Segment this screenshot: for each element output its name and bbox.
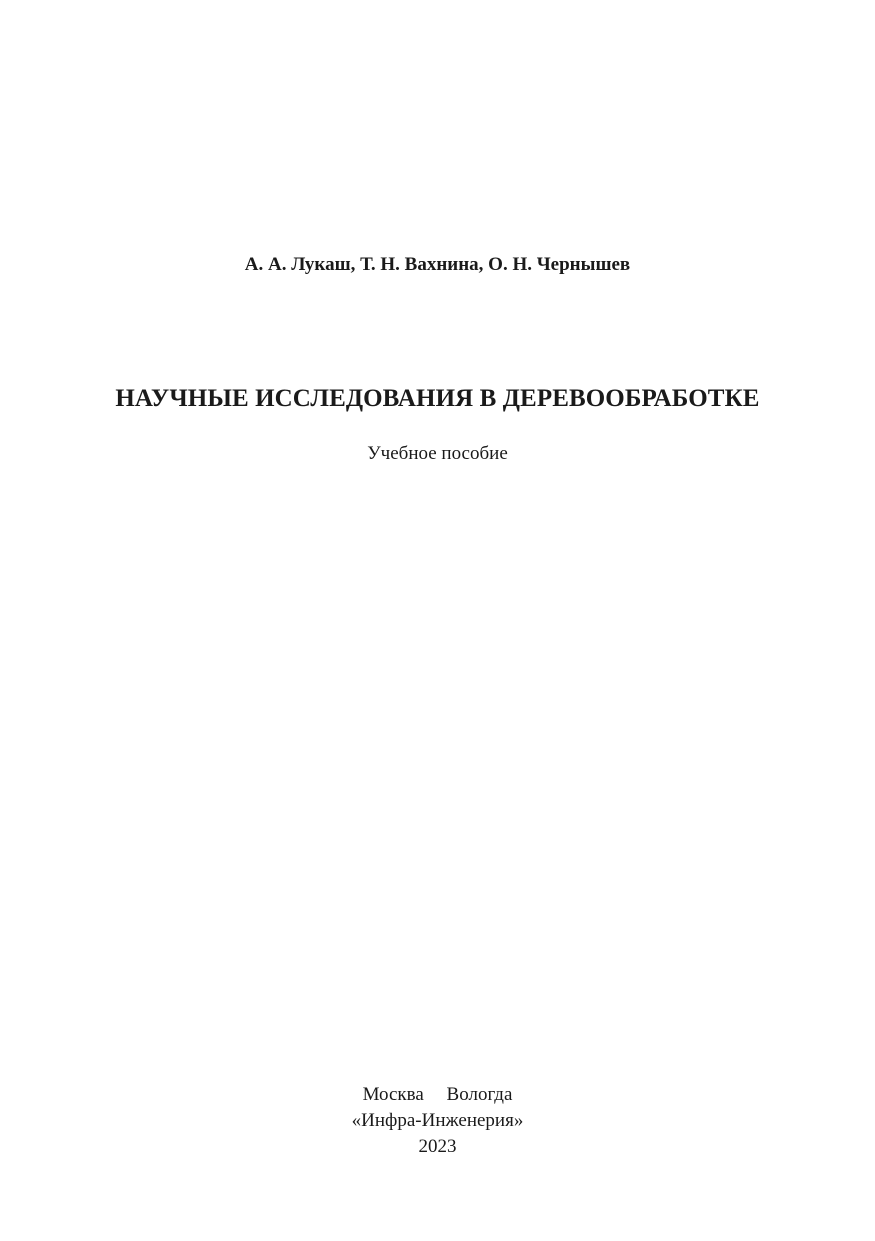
publisher: «Инфра-Инженерия» (351, 1110, 524, 1131)
imprint (0, 1082, 875, 1160)
book-subtitle: Учебное пособие (367, 443, 508, 464)
publication-year: 2023 (418, 1136, 457, 1157)
city-vologda: Вологда (446, 1084, 513, 1105)
book-title: НАУЧНЫЕ ИССЛЕДОВАНИЯ В ДЕРЕВООБРАБОТКЕ (115, 385, 760, 412)
imprint-cities (0, 1082, 875, 1108)
city-moscow: Москва (362, 1084, 424, 1105)
authors: А. А. Лукаш, Т. Н. Вахнина, О. Н. Чернышев (244, 254, 631, 275)
